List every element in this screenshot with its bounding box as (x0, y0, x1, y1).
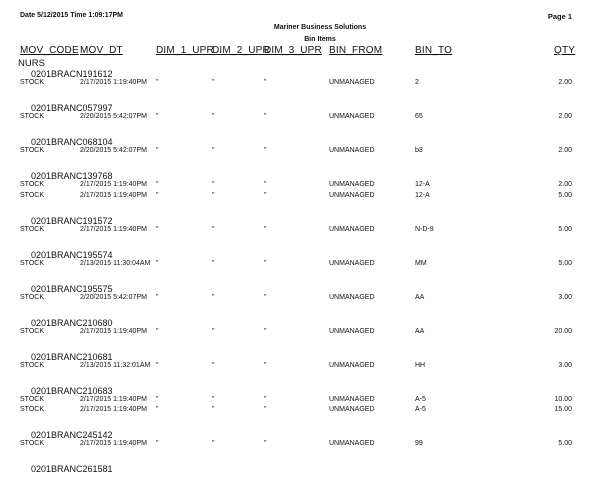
column-header-dim3: DIM_3_UPR (264, 45, 322, 56)
mov-code-cell: STOCK (20, 361, 44, 369)
dim1-cell: " (156, 406, 159, 413)
bin-from-cell: UNMANAGED (329, 225, 375, 233)
mov-date-cell: 2/17/2015 1:19:40PM (80, 406, 147, 413)
section-heading: NURS (18, 58, 45, 69)
mov-date-cell: 2/20/2015 5:42:07PM (80, 147, 147, 154)
item-group (0, 69, 600, 103)
dim1-cell: " (156, 259, 159, 267)
item-code: 0201BRANC195575 (31, 283, 113, 294)
mov-date-cell: 2/17/2015 1:19:40PM (80, 79, 147, 86)
qty-cell: 15.00 (554, 406, 572, 413)
bin-to-cell: 2 (415, 79, 419, 86)
bin-from-cell: UNMANAGED (329, 440, 375, 447)
bin-from-cell: UNMANAGED (329, 395, 375, 403)
bin-to-cell: A-5 (415, 406, 426, 413)
dim3-cell: " (264, 395, 267, 403)
column-header-mov-code: MOV_CODE (20, 45, 79, 56)
bin-from-cell: UNMANAGED (329, 79, 375, 86)
mov-date-cell: 2/17/2015 1:19:40PM (80, 395, 147, 403)
dim3-cell: " (264, 147, 267, 154)
qty-cell: 5.00 (558, 259, 572, 267)
bin-to-cell: 65 (415, 113, 423, 120)
mov-code-cell: STOCK (20, 327, 44, 335)
dim2-cell: " (212, 181, 215, 188)
table-row (0, 328, 600, 339)
mov-date-cell: 2/13/2015 11:32:01AM (80, 361, 151, 369)
qty-cell: 5.00 (558, 225, 572, 233)
item-code: 0201BRANC210680 (31, 317, 113, 328)
dim3-cell: " (264, 293, 267, 301)
bin-from-cell: UNMANAGED (329, 147, 375, 154)
dim3-cell: " (264, 327, 267, 335)
item-code: 0201BRANC245142 (31, 430, 113, 440)
item-code: 0201BRANC261581 (31, 464, 113, 474)
mov-date-cell: 2/20/2015 5:42:07PM (80, 293, 147, 301)
qty-cell: 2.00 (558, 79, 572, 86)
bin-to-cell: MM (415, 259, 427, 267)
column-header-bin-to: BIN_TO (415, 45, 453, 56)
item-group (0, 464, 600, 498)
table-row (0, 260, 600, 271)
table-row (0, 79, 600, 90)
dim1-cell: " (156, 327, 159, 335)
dim1-cell: " (156, 440, 159, 447)
dim2-cell: " (212, 147, 215, 154)
qty-cell: 20.00 (554, 327, 572, 335)
mov-code-cell: STOCK (20, 181, 44, 188)
item-groups (0, 69, 600, 498)
table-row (0, 294, 600, 305)
table-row (0, 440, 600, 451)
dim2-cell: " (212, 259, 215, 267)
page-number: Page 1 (547, 12, 572, 21)
bin-from-cell: UNMANAGED (329, 113, 375, 120)
column-header-dim2: DIM_2_UPR (212, 45, 270, 56)
item-code: 0201BRANC057997 (31, 103, 113, 113)
dim3-cell: " (264, 113, 267, 120)
bin-from-cell: UNMANAGED (329, 293, 375, 301)
mov-date-cell: 2/17/2015 1:19:40PM (80, 327, 147, 335)
dim2-cell: " (212, 361, 215, 369)
table-row (0, 226, 600, 237)
qty-cell: 3.00 (558, 361, 572, 369)
item-group (0, 284, 600, 318)
item-group (0, 318, 600, 352)
item-code: 0201BRANC195574 (31, 249, 113, 260)
item-code: 0201BRANC210681 (31, 351, 113, 362)
report-date-time: Date 5/12/2015 Time 1:09:17PM (20, 12, 123, 19)
mov-date-cell: 2/17/2015 1:19:40PM (80, 191, 147, 199)
qty-cell: 3.00 (558, 293, 572, 301)
item-code: 0201BRANC191572 (31, 215, 113, 226)
bin-from-cell: UNMANAGED (329, 406, 375, 413)
dim2-cell: " (212, 191, 215, 199)
mov-code-cell: STOCK (20, 113, 44, 120)
dim1-cell: " (156, 147, 159, 154)
bin-to-cell: b3 (415, 147, 423, 154)
item-group (0, 137, 600, 171)
dim2-cell: " (212, 406, 215, 413)
table-row (0, 192, 600, 203)
dim1-cell: " (156, 395, 159, 403)
item-group (0, 216, 600, 250)
mov-code-cell: STOCK (20, 395, 44, 403)
dim1-cell: " (156, 191, 159, 199)
dim3-cell: " (264, 79, 267, 86)
item-group (0, 352, 600, 386)
dim3-cell: " (264, 259, 267, 267)
mov-code-cell: STOCK (20, 293, 44, 301)
qty-cell: 2.00 (558, 147, 572, 154)
table-row (0, 362, 600, 373)
bin-to-cell: AA (415, 293, 425, 301)
table-row (0, 113, 600, 124)
table-row (0, 181, 600, 192)
dim2-cell: " (212, 113, 215, 120)
mov-code-cell: STOCK (20, 406, 44, 413)
item-code: 0201BRANC139768 (31, 171, 113, 181)
mov-date-cell: 2/13/2015 11:30:04AM (80, 259, 151, 267)
item-code: 0201BRANC210683 (31, 385, 113, 396)
item-group (0, 171, 600, 216)
dim1-cell: " (156, 293, 159, 301)
column-header-dim1: DIM_1_UPR (156, 45, 214, 56)
bin-to-cell: N-D-9 (415, 225, 434, 233)
dim3-cell: " (264, 440, 267, 447)
dim2-cell: " (212, 225, 215, 233)
bin-to-cell: A-5 (415, 395, 426, 403)
dim1-cell: " (156, 113, 159, 120)
qty-cell: 5.00 (558, 191, 572, 199)
dim1-cell: " (156, 79, 159, 86)
bin-from-cell: UNMANAGED (329, 327, 375, 335)
qty-cell: 2.00 (558, 181, 572, 188)
dim3-cell: " (264, 191, 267, 199)
dim2-cell: " (212, 440, 215, 447)
bin-to-cell: AA (415, 327, 425, 335)
dim3-cell: " (264, 225, 267, 233)
mov-date-cell: 2/17/2015 1:19:40PM (80, 181, 147, 188)
mov-code-cell: STOCK (20, 440, 44, 447)
bin-to-cell: HH (415, 361, 426, 369)
dim1-cell: " (156, 361, 159, 369)
company-name: Mariner Business Solutions (273, 24, 367, 31)
column-header-mov-dt: MOV_DT (80, 45, 123, 56)
item-code: 0201BRACN191612 (31, 69, 113, 79)
qty-cell: 5.00 (558, 440, 572, 447)
qty-cell: 2.00 (558, 113, 572, 120)
bin-from-cell: UNMANAGED (329, 191, 375, 199)
bin-to-cell: 99 (415, 440, 423, 447)
dim3-cell: " (264, 406, 267, 413)
dim3-cell: " (264, 361, 267, 369)
dim2-cell: " (212, 395, 215, 403)
column-header-qty: QTY (554, 45, 576, 56)
bin-from-cell: UNMANAGED (329, 361, 375, 369)
table-row (0, 406, 600, 417)
mov-code-cell: STOCK (20, 79, 44, 86)
dim1-cell: " (156, 225, 159, 233)
item-code: 0201BRANC068104 (31, 137, 113, 147)
mov-date-cell: 2/20/2015 5:42:07PM (80, 113, 147, 120)
dim3-cell: " (264, 181, 267, 188)
bin-to-cell: 12-A (415, 191, 430, 199)
item-group (0, 103, 600, 137)
mov-date-cell: 2/17/2015 1:19:40PM (80, 225, 147, 233)
mov-date-cell: 2/17/2015 1:19:40PM (80, 440, 147, 447)
mov-code-cell: STOCK (20, 259, 44, 267)
dim2-cell: " (212, 79, 215, 86)
bin-from-cell: UNMANAGED (329, 181, 375, 188)
column-header-bin-from: BIN_FROM (329, 45, 383, 56)
report-title: Bin Items (304, 36, 336, 43)
item-group (0, 250, 600, 284)
dim2-cell: " (212, 327, 215, 335)
dim2-cell: " (212, 293, 215, 301)
item-group (0, 386, 600, 431)
table-row (0, 147, 600, 158)
dim1-cell: " (156, 181, 159, 188)
mov-code-cell: STOCK (20, 225, 44, 233)
mov-code-cell: STOCK (20, 191, 44, 199)
bin-to-cell: 12-A (415, 181, 430, 188)
table-row (0, 396, 600, 407)
qty-cell: 10.00 (554, 395, 572, 403)
bin-from-cell: UNMANAGED (329, 259, 375, 267)
mov-code-cell: STOCK (20, 147, 44, 154)
